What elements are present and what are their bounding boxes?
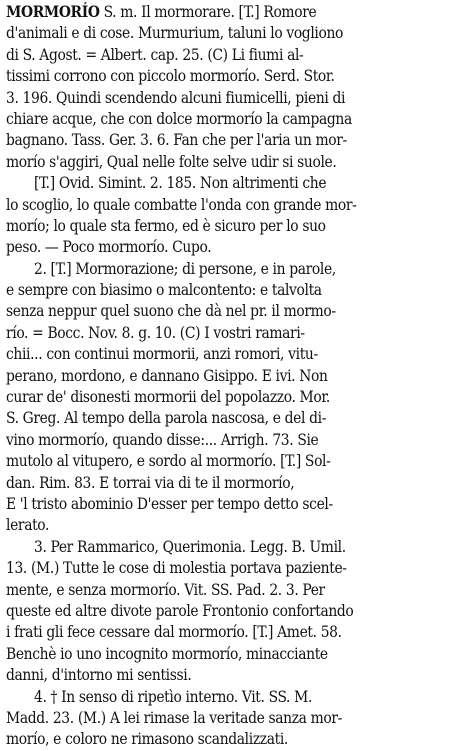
headword: MORMORÍO xyxy=(6,3,100,21)
entry-line: 13. (M.) Tutte le cose di molestia portava paziente- xyxy=(6,559,347,578)
entry-line: E 'l tristo abominio D'esser per tempo detto scel- xyxy=(6,494,333,513)
entry-line: i frati gli fece cessare dal mormorío. [T.] Amet. 58. xyxy=(6,623,342,642)
entry-line: tissimi corrono con piccolo mormorío. Serd. Stor. xyxy=(6,67,335,86)
entry-line: mente, e senza mormorío. Vit. SS. Pad. 2. 3. Per xyxy=(6,580,325,599)
entry-line: e sempre con biasimo o malcontento: e talvolta xyxy=(6,281,322,300)
entry-line: peso. — Poco mormorío. Cupo. xyxy=(6,238,212,257)
entry-line-headword: MORMORÍO S. m. Il mormorare. [T.] Romore xyxy=(6,3,317,21)
entry-line: queste ed altre divote parole Frontonio confortando xyxy=(6,601,354,620)
sense-4-heading: 4. † In senso di ripetìo interno. Vit. SS. M. xyxy=(34,687,313,706)
sense-3-heading: 3. Per Rammarico, Querimonia. Legg. B. Umil. xyxy=(34,537,346,556)
entry-line: S. Greg. Al tempo della parola nascosa, e del di- xyxy=(6,409,327,428)
entry-line: dan. Rim. 83. E torrai via di te il mormorío, xyxy=(6,473,295,492)
entry-line: Benchè io uno incognito mormorío, minacciante xyxy=(6,644,328,663)
entry-line: [T.] Ovid. Simint. 2. 185. Non altrimenti che xyxy=(34,174,327,193)
entry-line: bagnano. Tass. Ger. 3. 6. Fan che per l'aria un mor- xyxy=(6,131,347,150)
entry-line: danni, d'intorno mi sentissi. xyxy=(6,666,192,685)
entry-line: río. = Bocc. Nov. 8. g. 10. (C) I vostri ramari- xyxy=(6,323,305,342)
entry-line: morío, e coloro ne rimasono scandalizzati. xyxy=(6,730,288,749)
entry-line: morío s'aggiri, Qual nelle folte selve udir si suole. xyxy=(6,152,337,171)
entry-line: vino mormorío, quando disse:... Arrigh. 73. Sie xyxy=(6,430,319,449)
entry-line: senza neppur quel suono che dà nel pr. il mormo- xyxy=(6,302,336,321)
entry-line: morío; lo quale sta fermo, ed è sicuro per lo suo xyxy=(6,216,326,235)
entry-line: mutolo al vitupero, e sordo al mormorío. [T.] Sol- xyxy=(6,452,331,471)
entry-line: perano, mordono, e dannano Gisippo. E ivi. Non xyxy=(6,366,328,385)
entry-line: chii... con continui mormorii, anzi romori, vitu- xyxy=(6,345,318,364)
entry-line: curar de' disonesti mormorii del popolazzo. Mor. xyxy=(6,388,330,407)
entry-line: Madd. 23. (M.) A lei rimase la veritade sanza mor- xyxy=(6,708,342,727)
entry-line: 3. 196. Quindi scendendo alcuni fiumicelli, pieni di xyxy=(6,88,346,107)
entry-line: chiare acque, che con dolce mormorío la campagna xyxy=(6,109,352,128)
entry-line: di S. Agost. = Albert. cap. 25. (C) Li fiumi al- xyxy=(6,45,304,64)
entry-line: lerato. xyxy=(6,516,50,535)
sense-2-heading: 2. [T.] Mormorazione; di persone, e in parole, xyxy=(34,259,336,278)
entry-line: d'animali e di cose. Murmurium, taluni lo vogliono xyxy=(6,24,344,43)
entry-line: lo scoglio, lo quale combatte l'onda con grande mor- xyxy=(6,195,357,214)
